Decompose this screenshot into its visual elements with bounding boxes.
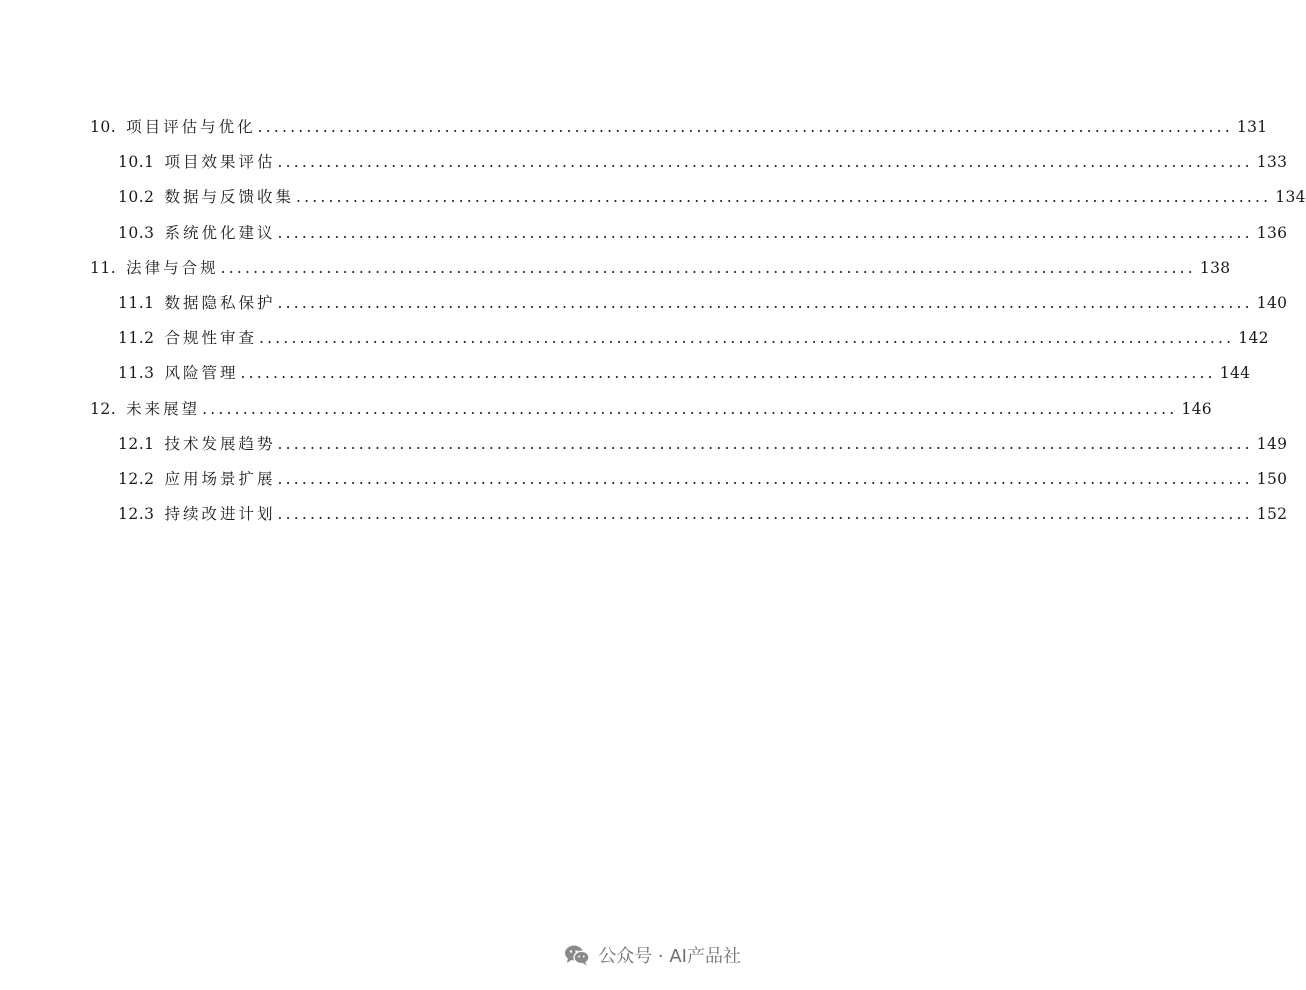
- toc-entry-page: 142: [1238, 329, 1269, 348]
- toc-entry-12-2[interactable]: [118, 465, 1288, 489]
- toc-entry-title: 系统优化建议: [164, 223, 276, 242]
- toc-entry-title: 法律与合规: [126, 258, 219, 277]
- toc-entry-number: 11.1: [118, 294, 155, 312]
- toc-entry-number: 12.3: [118, 505, 155, 524]
- toc-entry-10-2[interactable]: [118, 183, 1306, 207]
- toc-entry-12-1[interactable]: [118, 430, 1288, 454]
- wechat-icon: [564, 944, 590, 966]
- toc-entry-number: 12.1: [118, 434, 155, 453]
- toc-dot-leader: ........................................................................................................................: [277, 470, 1253, 488]
- toc-entry-11[interactable]: [90, 254, 1231, 278]
- toc-entry-page: 150: [1256, 470, 1288, 488]
- toc-entry-page: 133: [1256, 153, 1288, 172]
- toc-entry-number: 11.: [90, 258, 117, 277]
- toc-dot-leader: ........................................................................................................................: [277, 153, 1253, 172]
- toc-dot-leader: ........................................................................................................................: [220, 258, 1196, 277]
- toc-entry-title: 合规性审查: [164, 329, 258, 348]
- toc-entry-number: 10.1: [118, 153, 155, 172]
- toc-entry-12[interactable]: [90, 395, 1212, 419]
- toc-dot-leader: ........................................................................................................................: [240, 364, 1216, 383]
- toc-entry-title: 项目评估与优化: [126, 118, 256, 136]
- toc-entry-page: 131: [1236, 118, 1268, 136]
- toc-entry-page: 152: [1256, 505, 1288, 524]
- toc-entry-number: 10.: [90, 118, 117, 136]
- toc-entry-11-1[interactable]: [118, 289, 1288, 313]
- toc-entry-title: 技术发展趋势: [164, 434, 276, 453]
- toc-entry-page: 134: [1275, 188, 1306, 207]
- toc-dot-leader: ........................................................................................................................: [277, 505, 1253, 524]
- toc-entry-page: 144: [1219, 364, 1251, 383]
- toc-entry-12-3[interactable]: [118, 500, 1288, 524]
- toc-entry-number: 10.3: [118, 223, 155, 242]
- toc-dot-leader: ........................................................................................................................: [259, 329, 1235, 348]
- toc-dot-leader: ........................................................................................................................: [257, 118, 1233, 136]
- toc-entry-page: 149: [1256, 434, 1288, 453]
- toc-entry-10[interactable]: [90, 113, 1268, 137]
- toc-entry-title: 项目效果评估: [164, 153, 276, 172]
- toc-entry-page: 140: [1256, 294, 1288, 312]
- toc-entry-page: 138: [1199, 258, 1231, 277]
- toc-entry-title: 数据与反馈收集: [164, 188, 295, 207]
- toc-entry-10-1[interactable]: [118, 148, 1288, 172]
- toc-entry-10-3[interactable]: [118, 219, 1288, 243]
- toc-dot-leader: ........................................................................................................................: [277, 434, 1253, 453]
- toc-entry-number: 12.: [90, 399, 117, 418]
- watermark-text: 公众号 · AI产品社: [598, 946, 741, 967]
- toc-entry-number: 10.2: [118, 188, 155, 207]
- toc-entry-page: 136: [1256, 223, 1288, 242]
- toc-dot-leader: ........................................................................................................................: [277, 294, 1253, 312]
- toc-entry-number: 12.2: [118, 470, 155, 488]
- toc-entry-11-2[interactable]: [118, 324, 1269, 348]
- toc-entry-title: 风险管理: [164, 364, 239, 383]
- watermark: [564, 942, 741, 968]
- toc-entry-number: 11.3: [118, 364, 155, 383]
- toc-entry-title: 应用场景扩展: [164, 470, 276, 488]
- toc-dot-leader: ........................................................................................................................: [296, 188, 1272, 207]
- toc-entry-title: 数据隐私保护: [164, 294, 276, 312]
- toc-entry-number: 11.2: [118, 329, 155, 348]
- toc-dot-leader: ........................................................................................................................: [202, 399, 1178, 418]
- toc-entry-11-3[interactable]: [118, 359, 1251, 383]
- toc-dot-leader: ........................................................................................................................: [277, 223, 1253, 242]
- toc-entry-page: 146: [1181, 399, 1212, 418]
- toc-entry-title: 未来展望: [126, 399, 201, 418]
- toc-entry-title: 持续改进计划: [164, 505, 276, 524]
